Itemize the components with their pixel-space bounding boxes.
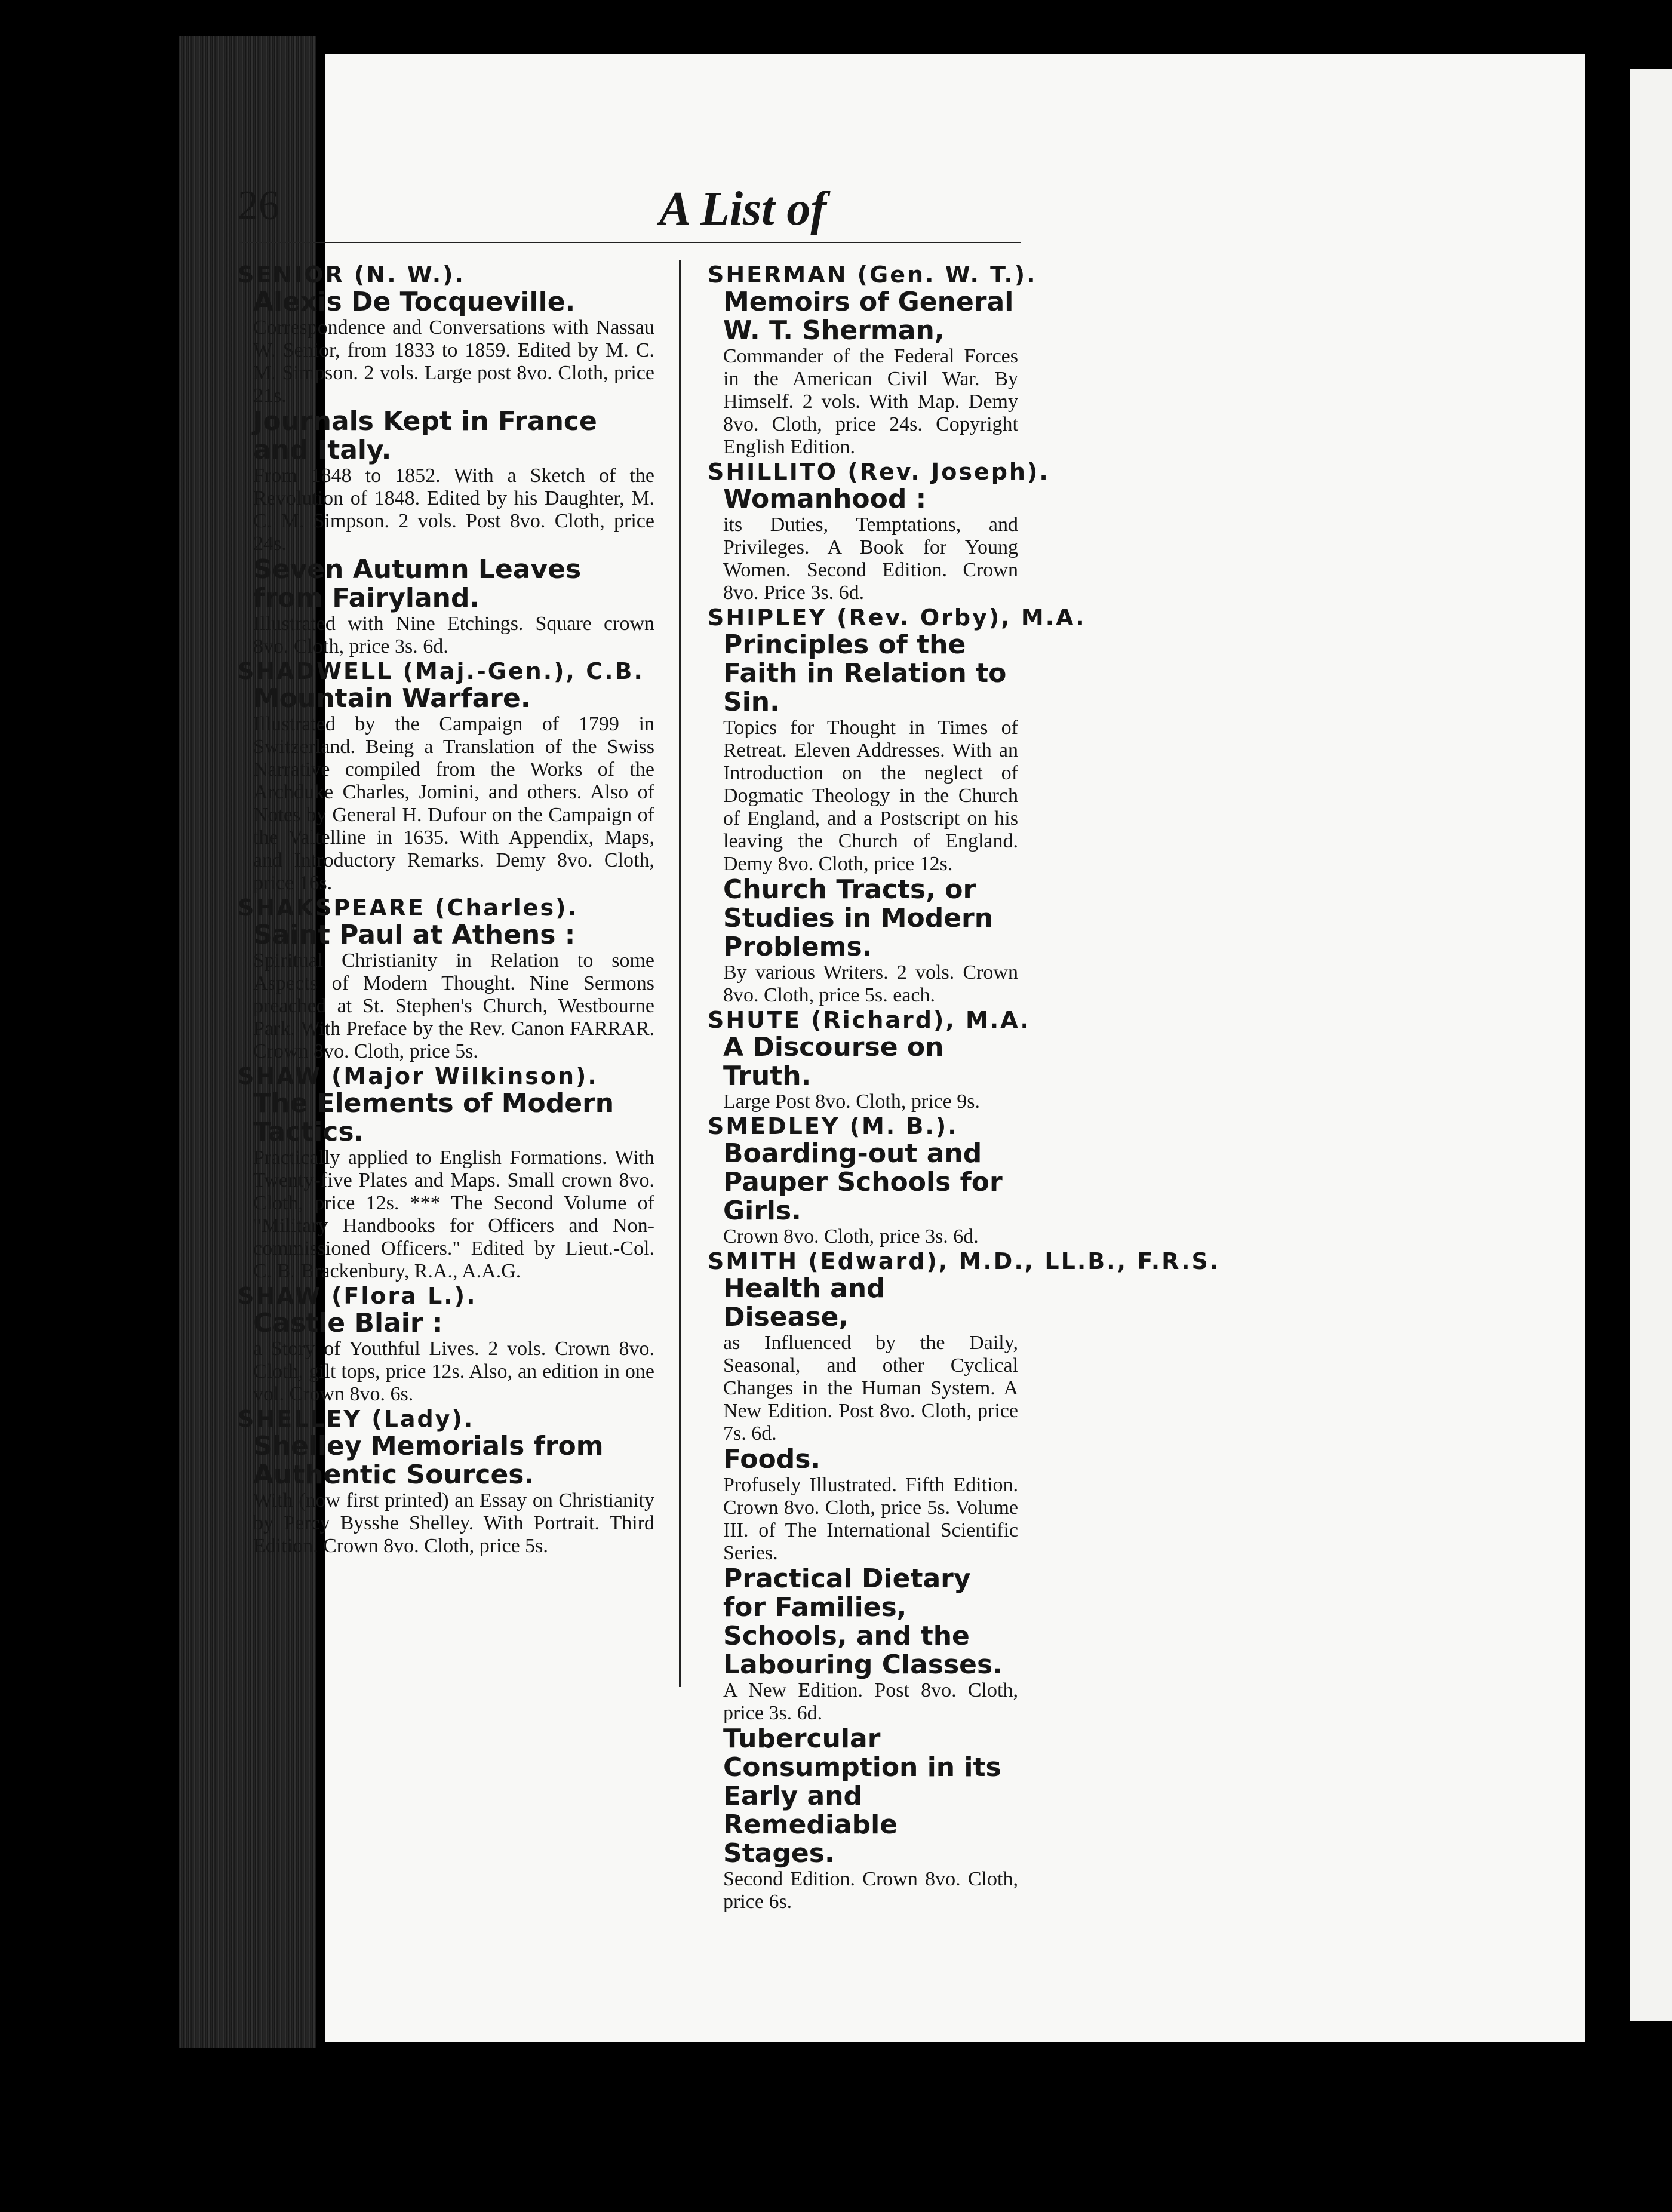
author-heading: SHADWELL (Maj.-Gen.), C.B. xyxy=(238,658,644,684)
author-heading: SHAW (Flora L.). xyxy=(238,1283,477,1309)
book-title: Mountain Warfare. xyxy=(253,683,531,714)
book-title: Alexis De Tocqueville. xyxy=(253,287,576,317)
book-description: Practically applied to English Formations. With Twenty-five Plates and Maps. Small crown 8vo. Cloth, price 12s. *** The Second Volume of "Military Handbooks for Officers and Non-commissioned Officers." Edited by Lieut.-Col. C. B. Brackenbury, R.A., A.A.G. xyxy=(253,1147,654,1282)
book-description: its Duties, Temptations, and Privileges. A Book for Young Women. Second Edition. Crown 8vo. Price 3s. 6d. xyxy=(723,514,1018,604)
header-rule xyxy=(238,242,1021,243)
page-number: 26 xyxy=(238,183,279,229)
author-heading: SHIPLEY (Rev. Orby), M.A. xyxy=(708,604,1086,631)
book-entry xyxy=(253,1309,654,1406)
author-heading: SHILLITO (Rev. Joseph). xyxy=(708,459,1050,485)
book-entry xyxy=(253,407,654,555)
left-column xyxy=(238,262,654,1557)
author-heading: SHAKSPEARE (Charles). xyxy=(238,895,578,921)
author-heading: SHAW (Major Wilkinson). xyxy=(238,1063,598,1089)
book-entry xyxy=(723,288,1018,459)
book-title: Foods. xyxy=(723,1444,821,1474)
book-entry xyxy=(253,1089,654,1283)
author-heading: SHUTE (Richard), M.A. xyxy=(708,1007,1031,1033)
author-heading: SMEDLEY (M. B.). xyxy=(708,1113,958,1139)
book-entry xyxy=(723,1725,1018,1913)
book-entry xyxy=(253,684,654,895)
book-title: Tubercular Consumption in its Early and Remediable Stages. xyxy=(723,1723,1001,1869)
book-description: as Influenced by the Daily, Seasonal, and other Cyclical Changes in the Human System. A New Edition. Post 8vo. Cloth, price 7s. 6d. xyxy=(723,1332,1018,1445)
book-title: Seven Autumn Leaves from Fairyland. xyxy=(253,554,582,613)
book-title: A Discourse on Truth. xyxy=(723,1032,944,1091)
book-description: Correspondence and Conversations with Nassau W. Senior, from 1833 to 1859. Edited by M. C. M. Simpson. 2 vols. Large post 8vo. Cloth, price 21s. xyxy=(253,317,654,407)
right-column xyxy=(708,262,1221,1913)
book-title: Health and Disease, xyxy=(723,1273,886,1332)
author-heading: SENIOR (N. W.). xyxy=(238,262,465,288)
book-description: Second Edition. Crown 8vo. Cloth, price 6s. xyxy=(723,1868,1018,1913)
book-entry xyxy=(723,1274,1018,1445)
page-title: A List of xyxy=(659,183,827,235)
author-heading: SMITH (Edward), M.D., LL.B., F.R.S. xyxy=(708,1248,1221,1274)
book-description: Profusely Illustrated. Fifth Edition. Crown 8vo. Cloth, price 5s. Volume III. of The International Scientific Series. xyxy=(723,1474,1018,1564)
book-title: Church Tracts, or Studies in Modern Problems. xyxy=(723,874,994,962)
book-description: By various Writers. 2 vols. Crown 8vo. Cloth, price 5s. each. xyxy=(723,961,1018,1006)
book-entry xyxy=(723,1445,1018,1565)
book-description: Large Post 8vo. Cloth, price 9s. xyxy=(723,1090,980,1113)
book-description: From 1848 to 1852. With a Sketch of the Revolution of 1848. Edited by his Daughter, M. C. M. Simpson. 2 vols. Post 8vo. Cloth, price 24s. xyxy=(253,465,654,555)
book-title: The Elements of Modern Tactics. xyxy=(253,1088,614,1147)
book-description: Illustrated with Nine Etchings. Square crown 8vo. Cloth, price 3s. 6d. xyxy=(253,613,654,658)
book-title: Womanhood : xyxy=(723,484,927,514)
book-entry xyxy=(723,875,1018,1007)
book-title: Practical Dietary for Families, Schools, and the Labouring Classes. xyxy=(723,1563,1003,1680)
book-title: Castle Blair : xyxy=(253,1308,443,1338)
book-description: Spiritual Christianity in Relation to some Aspects of Modern Thought. Nine Sermons preached at St. Stephen's Church, Westbourne Park. With Preface by the Rev. Canon FARRAR. Crown 8vo. Cloth, price 5s. xyxy=(253,950,654,1062)
book-title: Memoirs of General W. T. Sherman, xyxy=(723,287,1014,346)
book-title: Saint Paul at Athens : xyxy=(253,920,576,950)
author-heading: SHELLEY (Lady). xyxy=(238,1406,475,1432)
column-divider xyxy=(679,260,681,1687)
book-description: Commander of the Federal Forces in the American Civil War. By Himself. 2 vols. With Map. Demy 8vo. Cloth, price 24s. Copyright English Edition. xyxy=(723,345,1018,458)
running-head xyxy=(238,182,1021,254)
book-entry xyxy=(723,485,1018,604)
book-description: A New Edition. Post 8vo. Cloth, price 3s. 6d. xyxy=(723,1679,1018,1724)
book-title: Shelley Memorials from Authentic Sources. xyxy=(253,1431,604,1490)
book-entry xyxy=(253,555,654,658)
book-description: Illustrated by the Campaign of 1799 in Switzerland. Being a Translation of the Swiss Narrative compiled from the Works of the Archduke Charles, Jomini, and others. Also of Notes by General H. Dufour on the Campaign of the Valtelline in 1635. With Appendix, Maps, and Introductory Remarks. Demy 8vo. Cloth, price 16s. xyxy=(253,713,654,894)
book-entry xyxy=(723,1565,1018,1725)
book-entry xyxy=(253,1432,654,1557)
book-description: With (now first printed) an Essay on Christianity by Percy Bysshe Shelley. With Portrait. Third Edition. Crown 8vo. Cloth, price 5s. xyxy=(253,1489,654,1557)
book-title: Principles of the Faith in Relation to Sin. xyxy=(723,629,1007,717)
book-title: Journals Kept in France and Italy. xyxy=(253,406,597,465)
book-description: Crown 8vo. Cloth, price 3s. 6d. xyxy=(723,1225,979,1248)
book-description: a Story of Youthful Lives. 2 vols. Crown 8vo. Cloth, gilt tops, price 12s. Also, an edition in one vol. Crown 8vo. 6s. xyxy=(253,1338,654,1405)
book-entry xyxy=(723,1033,1018,1113)
author-heading: SHERMAN (Gen. W. T.). xyxy=(708,262,1037,288)
book-entry xyxy=(253,921,654,1063)
book-entry xyxy=(253,288,654,407)
book-entry xyxy=(723,631,1018,875)
book-description: Topics for Thought in Times of Retreat. Eleven Addresses. With an Introduction on the neglect of Dogmatic Theology in the Church of England, and a Postscript on his leaving the Church of England. Demy 8vo. Cloth, price 12s. xyxy=(723,717,1018,875)
book-title: Boarding-out and Pauper Schools for Girls. xyxy=(723,1138,1003,1226)
book-entry xyxy=(723,1139,1018,1248)
facing-page-edge xyxy=(1630,69,1672,2021)
